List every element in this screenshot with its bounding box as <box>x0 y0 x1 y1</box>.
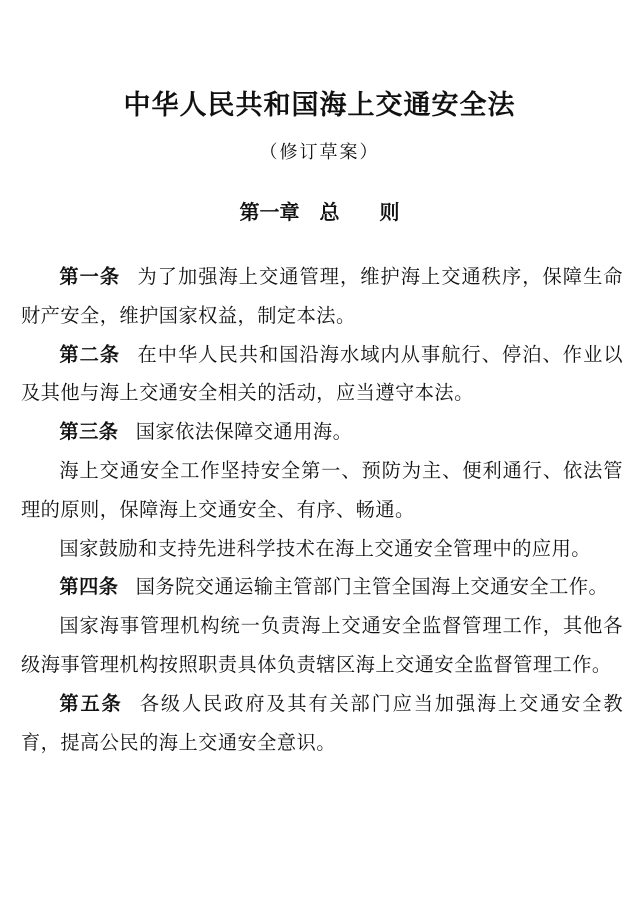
article-paragraph <box>21 685 623 763</box>
paragraph <box>21 452 623 530</box>
paragraph-text: 海上交通安全工作坚持安全第一、预防为主、便利通行、依法管理的原则，保障海上交通安全、有序、畅通。 <box>21 458 623 521</box>
article-number: 第一条 <box>59 265 121 288</box>
article-paragraph <box>21 413 623 452</box>
paragraph-text: 国家依法保障交通用海。 <box>135 420 353 444</box>
article-number: 第三条 <box>59 420 119 444</box>
article-number: 第二条 <box>59 342 121 366</box>
document-subtitle: （修订草案） <box>259 142 380 163</box>
chapter-heading: 第一章 总 则 <box>239 200 400 224</box>
paragraph <box>21 530 623 569</box>
article-paragraph <box>21 258 623 336</box>
article-number: 第四条 <box>59 575 119 599</box>
paragraph <box>21 607 623 685</box>
paragraph-text: 在中华人民共和国沿海水域内从事航行、停泊、作业以及其他与海上交通安全相关的活动，应当遵守本法。 <box>21 342 624 405</box>
document-body <box>21 258 623 762</box>
article-paragraph <box>21 336 623 414</box>
paragraph-text: 为了加强海上交通管理，维护海上交通秩序，保障生命财产安全，维护国家权益，制定本法。 <box>21 265 624 327</box>
paragraph-text: 国家鼓励和支持先进科学技术在海上交通安全管理中的应用。 <box>59 536 591 560</box>
document-title: 中华人民共和国海上交通安全法 <box>123 90 516 121</box>
paragraph-text: 国家海事管理机构统一负责海上交通安全监督管理工作，其他各级海事管理机构按照职责具体负责辖区海上交通安全监督管理工作。 <box>21 614 623 676</box>
paragraph-text: 国务院交通运输主管部门主管全国海上交通安全工作。 <box>135 575 609 599</box>
article-paragraph <box>21 568 623 607</box>
paragraph-text: 各级人民政府及其有关部门应当加强海上交通安全教育，提高公民的海上交通安全意识。 <box>21 691 624 754</box>
article-number: 第五条 <box>59 691 123 715</box>
